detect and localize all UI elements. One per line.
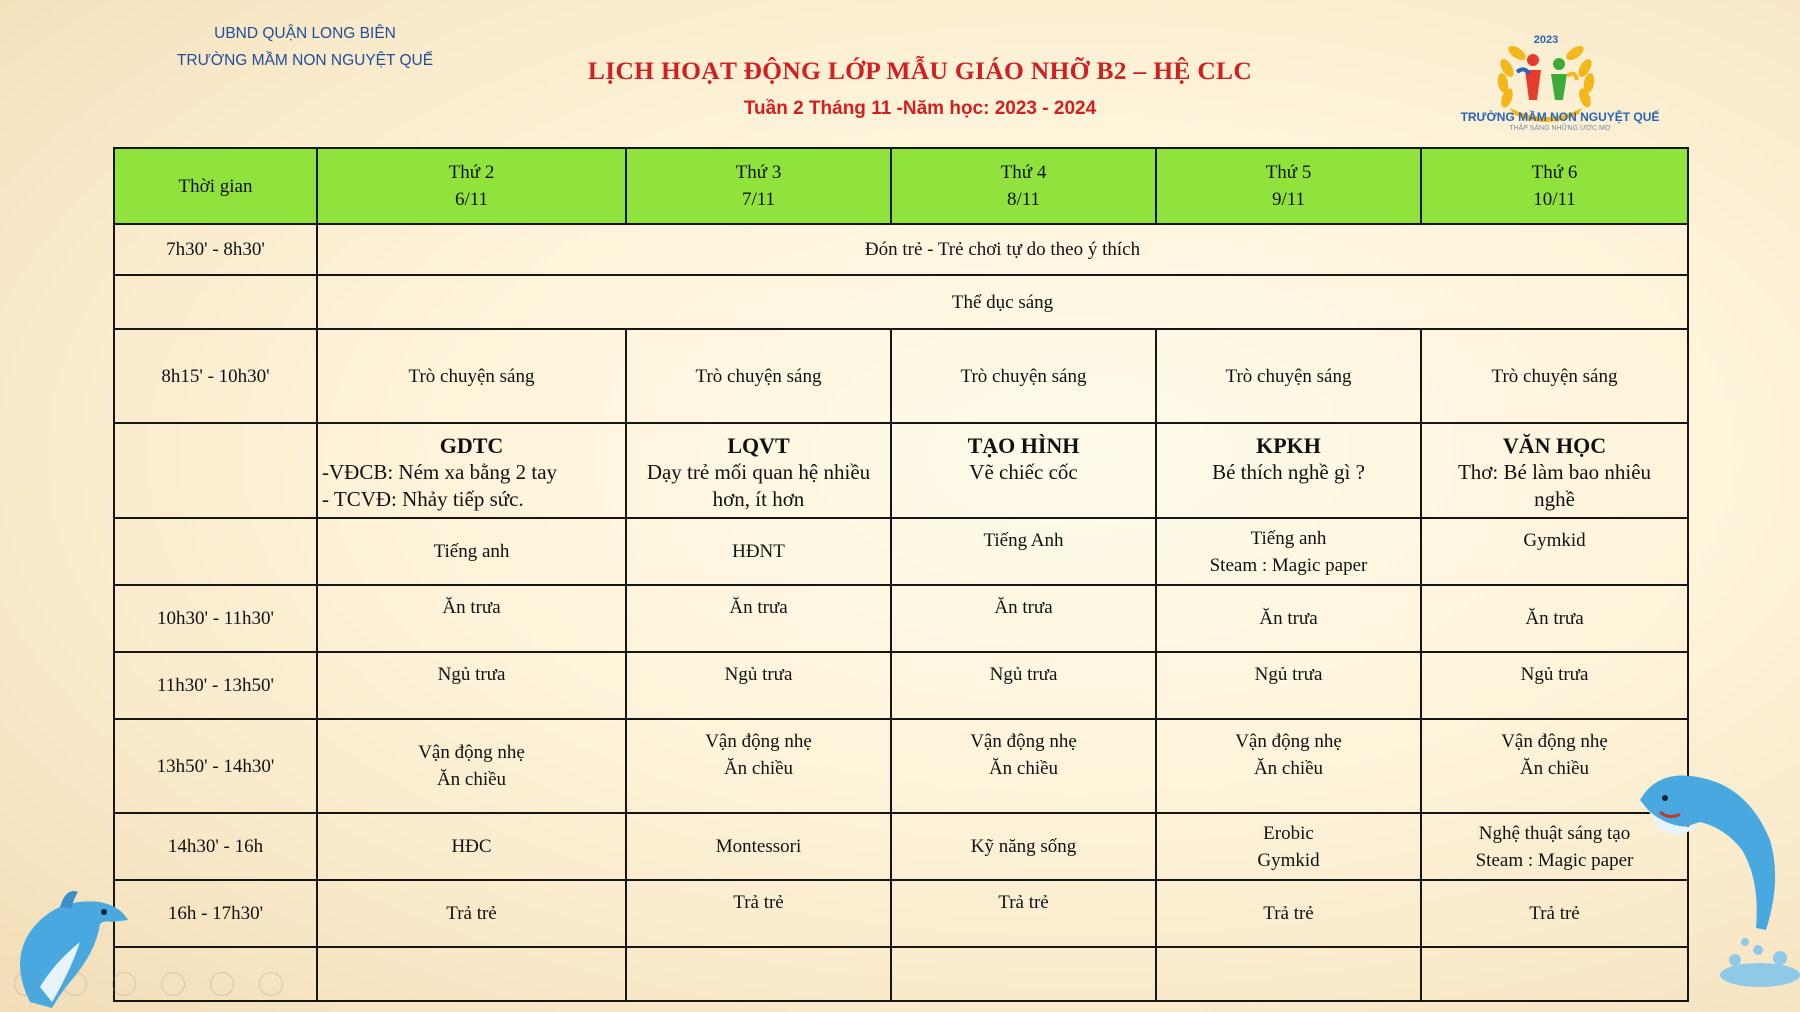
activity-cell: Trả trẻ (626, 880, 891, 947)
day-name: Thứ 4 (1000, 162, 1047, 183)
day-date: 8/11 (1006, 189, 1041, 210)
activity-cell: Trả trẻ (317, 880, 626, 947)
lesson-line: Bé thích nghề gì ? (1212, 460, 1365, 484)
time-column-header: Thời gian (114, 148, 317, 224)
water-splash-icon (1720, 938, 1800, 987)
lesson-line: nghề (1534, 487, 1575, 511)
forward-icon[interactable] (63, 972, 87, 996)
table-row (114, 947, 1688, 1001)
table-row (114, 585, 1688, 652)
table-row (114, 518, 1688, 585)
activity-cell: Ngủ trưa (1156, 652, 1421, 719)
activity-cell: Vận động nhẹ Ăn chiều (626, 719, 891, 813)
day-header-thu (1156, 148, 1421, 224)
empty-cell (1156, 947, 1421, 1001)
activity-cell: Ngủ trưa (891, 652, 1156, 719)
table-row (114, 275, 1688, 329)
lesson-subject: GDTC (439, 433, 504, 458)
table-row (114, 652, 1688, 719)
table-row (114, 329, 1688, 423)
logo-tagline: THẮP SÁNG NHỮNG ƯỚC MƠ (1509, 125, 1611, 132)
lesson-line: hơn, ít hơn (712, 487, 805, 511)
time-cell (114, 518, 317, 585)
logo-year: 2023 (1533, 34, 1559, 46)
back-icon[interactable] (14, 972, 38, 996)
activity-cell: Trò chuyện sáng (1421, 329, 1688, 423)
time-cell (114, 423, 317, 518)
activity-cell: Ăn trưa (626, 585, 891, 652)
lesson-line: Dạy trẻ mối quan hệ nhiều (646, 460, 871, 484)
day-header-fri (1421, 148, 1688, 224)
activity-cell: Ăn trưa (891, 585, 1156, 652)
table-header-row (114, 148, 1688, 224)
lesson-cell (1156, 423, 1421, 518)
school-name: TRƯỜNG MẦM NON NGUYỆT QUẾ (176, 52, 434, 69)
table-row (114, 880, 1688, 947)
activity-cell: Trả trẻ (1421, 880, 1688, 947)
activity-cell: HĐC (317, 813, 626, 880)
activity-cell: Đón trẻ - Trẻ chơi tự do theo ý thích (317, 224, 1688, 275)
lesson-cell (626, 423, 891, 518)
activity-cell: Trò chuyện sáng (891, 329, 1156, 423)
activity-cell: Thể dục sáng (317, 275, 1688, 329)
table-row (114, 423, 1688, 518)
children-figures-icon (1517, 54, 1577, 100)
day-name: Thứ 3 (735, 162, 782, 183)
more-icon[interactable] (259, 972, 283, 996)
lesson-subject: VĂN HỌC (1502, 433, 1607, 458)
activity-cell: Trả trẻ (1156, 880, 1421, 947)
activity-cell: Trò chuyện sáng (626, 329, 891, 423)
logo-caption: TRƯỜNG MẦM NON NGUYỆT QUẾ (1460, 110, 1660, 124)
empty-cell (626, 947, 891, 1001)
activity-cell: Tiếng Anh (891, 518, 1156, 585)
activity-cell: Ăn trưa (1421, 585, 1688, 652)
day-header-tue (626, 148, 891, 224)
activity-cell: Vận động nhẹ Ăn chiều (1421, 719, 1688, 813)
lesson-cell (317, 423, 626, 518)
activity-cell: HĐNT (626, 518, 891, 585)
lesson-cell (891, 423, 1156, 518)
time-cell: 16h - 17h30' (114, 880, 317, 947)
activity-cell: Trả trẻ (891, 880, 1156, 947)
day-date: 10/11 (1533, 189, 1576, 210)
lesson-line: Thơ: Bé làm bao nhiêu (1457, 460, 1652, 484)
activity-cell: Tiếng anh (317, 518, 626, 585)
activity-cell: Vận động nhẹ Ăn chiều (1156, 719, 1421, 813)
activity-cell: Ngủ trưa (1421, 652, 1688, 719)
pen-icon[interactable] (112, 972, 136, 996)
day-header-mon (317, 148, 626, 224)
zoom-icon[interactable] (210, 972, 234, 996)
time-cell: 11h30' - 13h50' (114, 652, 317, 719)
day-header-wed (891, 148, 1156, 224)
time-cell: 7h30' - 8h30' (114, 224, 317, 275)
presentation-toolbar (14, 972, 308, 996)
lesson-line: - TCVĐ: Nhảy tiếp sức. (322, 487, 524, 511)
day-date: 9/11 (1271, 189, 1306, 210)
activity-cell: Kỹ năng sống (891, 813, 1156, 880)
activity-cell: Erobic Gymkid (1156, 813, 1421, 880)
lesson-subject: LQVT (727, 433, 790, 458)
empty-cell (317, 947, 626, 1001)
lesson-subject: TẠO HÌNH (967, 433, 1080, 458)
lesson-line: -VĐCB: Ném xa bằng 2 tay (322, 460, 558, 484)
time-cell: 8h15' - 10h30' (114, 329, 317, 423)
lesson-subject: KPKH (1256, 433, 1321, 458)
lesson-line: Vẽ chiếc cốc (969, 460, 1078, 484)
slides-icon[interactable] (161, 972, 185, 996)
activity-cell: Trò chuyện sáng (1156, 329, 1421, 423)
activity-cell: Nghệ thuật sáng tạo Steam : Magic paper (1421, 813, 1688, 880)
activity-cell: Vận động nhẹ Ăn chiều (317, 719, 626, 813)
activity-cell: Montessori (626, 813, 891, 880)
activity-cell: Ngủ trưa (626, 652, 891, 719)
day-date: 7/11 (741, 189, 776, 210)
dolphin-right-icon (1620, 760, 1800, 1010)
table-row (114, 813, 1688, 880)
day-name: Thứ 2 (448, 162, 495, 183)
day-date: 6/11 (454, 189, 489, 210)
district-name: UBND QUẬN LONG BIÊN (214, 25, 396, 42)
activity-cell: Ăn trưa (317, 585, 626, 652)
table-row (114, 224, 1688, 275)
time-cell: 14h30' - 16h (114, 813, 317, 880)
day-name: Thứ 6 (1531, 162, 1578, 183)
schedule-table (113, 147, 1689, 1002)
time-cell: 10h30' - 11h30' (114, 585, 317, 652)
lesson-cell (1421, 423, 1688, 518)
schedule-title: LỊCH HOẠT ĐỘNG LỚP MẪU GIÁO NHỠ B2 – HỆ CLC (587, 56, 1253, 85)
empty-cell (891, 947, 1156, 1001)
activity-cell: Tiếng anh Steam : Magic paper (1156, 518, 1421, 585)
table-row (114, 719, 1688, 813)
activity-cell: Ăn trưa (1156, 585, 1421, 652)
time-cell: 13h50' - 14h30' (114, 719, 317, 813)
time-cell (114, 275, 317, 329)
day-name: Thứ 5 (1265, 162, 1312, 183)
activity-cell: Ngủ trưa (317, 652, 626, 719)
school-header (150, 20, 460, 74)
schedule-subtitle: Tuần 2 Tháng 11 -Năm học: 2023 - 2024 (743, 98, 1097, 119)
activity-cell: Trò chuyện sáng (317, 329, 626, 423)
activity-cell: Gymkid (1421, 518, 1688, 585)
activity-cell: Vận động nhẹ Ăn chiều (891, 719, 1156, 813)
